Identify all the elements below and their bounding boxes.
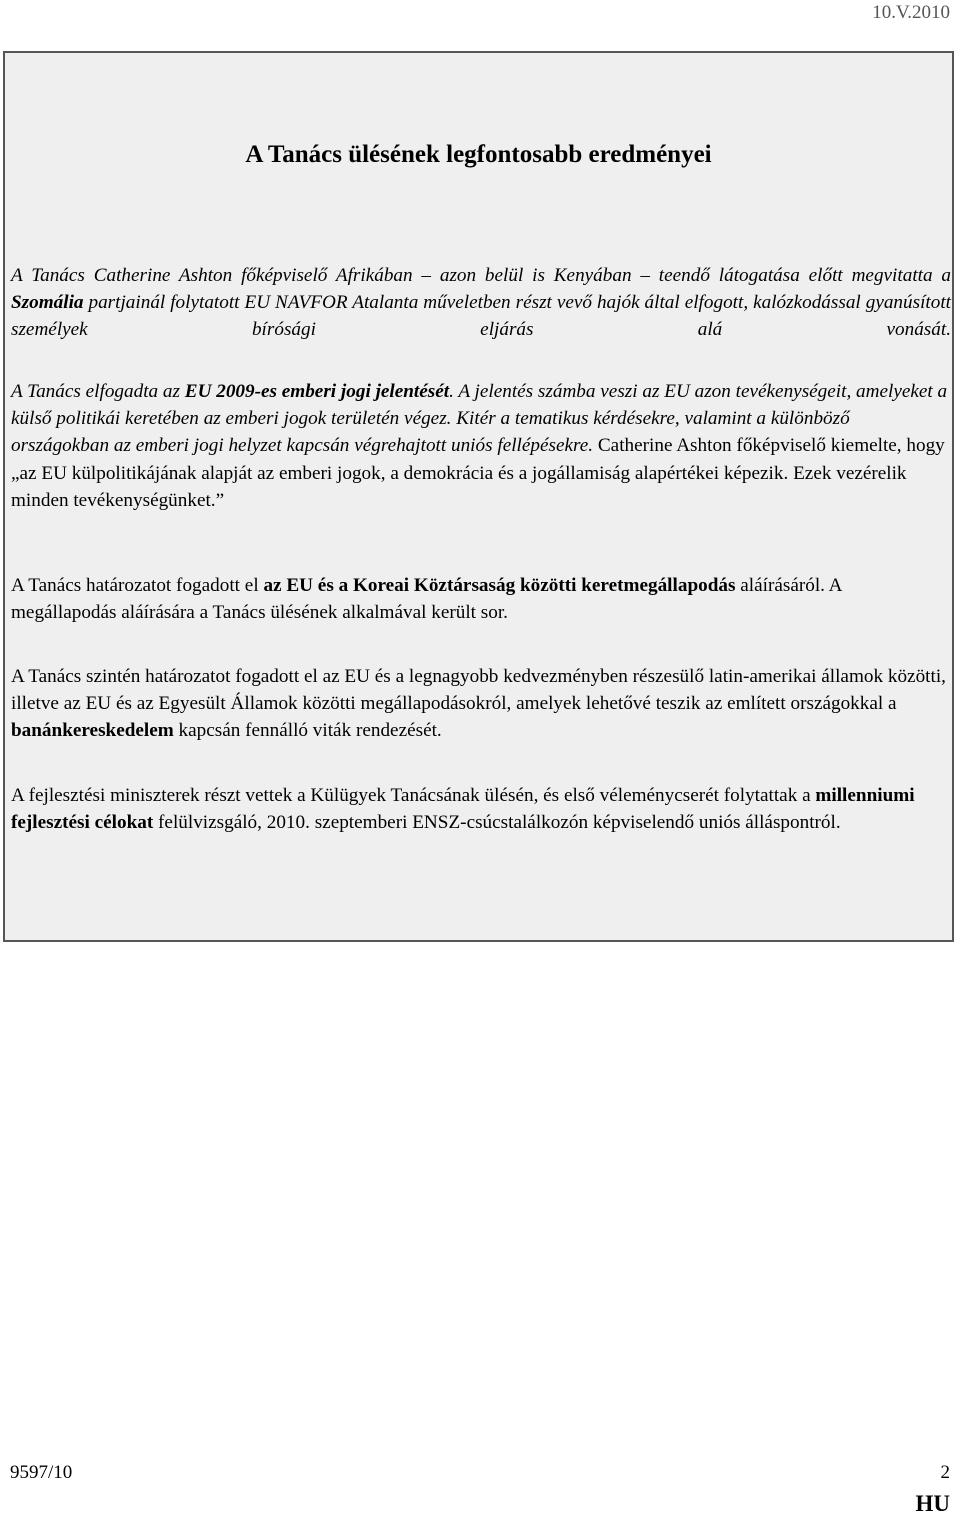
paragraph-development-goals xyxy=(11,782,951,836)
paragraph-text: A Tanács határozatot fogadott el xyxy=(11,575,264,596)
paragraph-text: A Tanács Catherine Ashton főképviselő Afrikában – azon belül is Kenyában – teendő látogatása előtt megvitatta a xyxy=(11,265,951,286)
paragraph-text: kapcsán fennálló viták rendezését. xyxy=(173,720,442,742)
paragraph-text: . A jelentés számba veszi az EU azon tevékenységeit, amelyeket a külső politikái keretében az emberi jogok területén végez. Kitér a tematikus kérdésekre, valamint a különböző országokban az emberi jogi helyzet kapcsán végrehajtott uniós fellépésekre. xyxy=(11,381,948,457)
paragraph-text: felülvizsgáló, 2010. szeptemberi ENSZ-csúcstalálkozón képviselendő uniós álláspontról. xyxy=(153,812,841,834)
highlight-text: millenniumi fejlesztési célokat xyxy=(11,785,915,834)
summary-box xyxy=(3,51,954,942)
paragraph-text: partjainál folytatott EU NAVFOR Atalanta műveletben részt vevő hajók által elfogott, kalózkodással gyanúsított személyek bírósági eljárás alá vonását. xyxy=(11,292,951,341)
document-number: 9597/10 xyxy=(10,1462,73,1483)
highlight-text: az EU és a Koreai Köztársaság közötti keretmegállapodás xyxy=(263,575,736,596)
paragraph-somalia xyxy=(11,262,951,371)
paragraph-text: A Tanács elfogadta az xyxy=(11,381,185,402)
document-date: 10.V.2010 xyxy=(872,2,950,23)
paragraph-text: Catherine Ashton főképviselő kiemelte, hogy „az EU külpolitikájának alapját az emberi jogok, a demokrácia és a jogállamiság alapértékei képezik. Ezek vezérelik minden tevékenységünket.” xyxy=(11,435,945,511)
highlight-text: Szomália xyxy=(11,292,84,314)
language-code: HU xyxy=(915,1491,950,1516)
paragraph-korea xyxy=(11,572,951,626)
paragraph-text: aláírásáról. A megállapodás aláírására a Tanács ülésének alkalmával került sor. xyxy=(11,575,842,624)
page-number: 2 xyxy=(940,1462,950,1483)
highlight-text: EU 2009-es emberi jogi jelentését xyxy=(184,381,450,402)
paragraph-human-rights xyxy=(11,378,951,514)
page-title: A Tanács ülésének legfontosabb eredményei xyxy=(245,141,712,168)
highlight-text: banánkereskedelem xyxy=(11,720,174,742)
paragraph-text: A Tanács szintén határozatot fogadott el az EU és a legnagyobb kedvezményben részesülő latin-amerikai államok közötti, illetve az EU és az Egyesült Államok közötti megállapodásokról, amelyek lehetővé teszik az említett országokkal a xyxy=(11,666,946,715)
paragraph-text: A fejlesztési miniszterek részt vettek a Külügyek Tanácsának ülésén, és első véleménycserét folytattak a xyxy=(11,785,816,806)
paragraph-banana-trade xyxy=(11,663,951,745)
